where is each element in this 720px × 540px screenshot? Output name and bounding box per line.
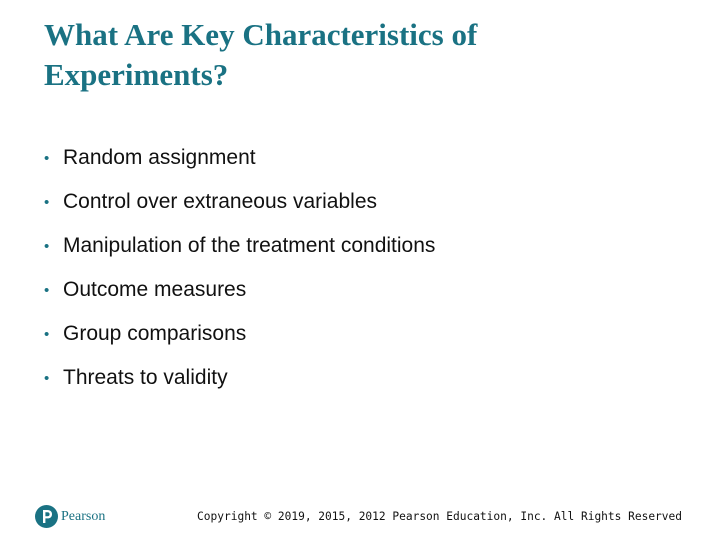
copyright-notice: Copyright © 2019, 2015, 2012 Pearson Education, Inc. All Rights Reserved [197,510,682,523]
bullet-dot-icon: • [44,369,50,387]
bullet-text: Group comparisons [63,322,247,345]
bullet-item-random-assignment [44,136,435,180]
bullet-dot-icon: • [44,325,50,343]
pearson-p-icon [35,505,58,528]
bullet-dot-icon: • [44,149,50,167]
bullet-dot-icon: • [44,281,50,299]
bullet-list [44,136,435,400]
slide-title [44,15,684,95]
pearson-logo [35,505,105,528]
slide-title-line-2: Experiments? [44,57,229,92]
pearson-logo-text: Pearson [61,508,106,524]
bullet-item-manipulation [44,224,435,268]
bullet-dot-icon: • [44,237,50,255]
bullet-text: Manipulation of the treatment conditions [63,234,436,257]
bullet-item-control [44,180,435,224]
bullet-text: Control over extraneous variables [63,190,377,213]
bullet-dot-icon: • [44,193,50,211]
bullet-text: Threats to validity [63,366,228,389]
bullet-item-group-comparisons [44,312,435,356]
bullet-item-threats-to-validity [44,356,435,400]
bullet-text: Outcome measures [63,278,247,301]
bullet-item-outcome-measures [44,268,435,312]
slide-title-line-1: What Are Key Characteristics of [44,17,478,52]
bullet-text: Random assignment [63,146,256,169]
